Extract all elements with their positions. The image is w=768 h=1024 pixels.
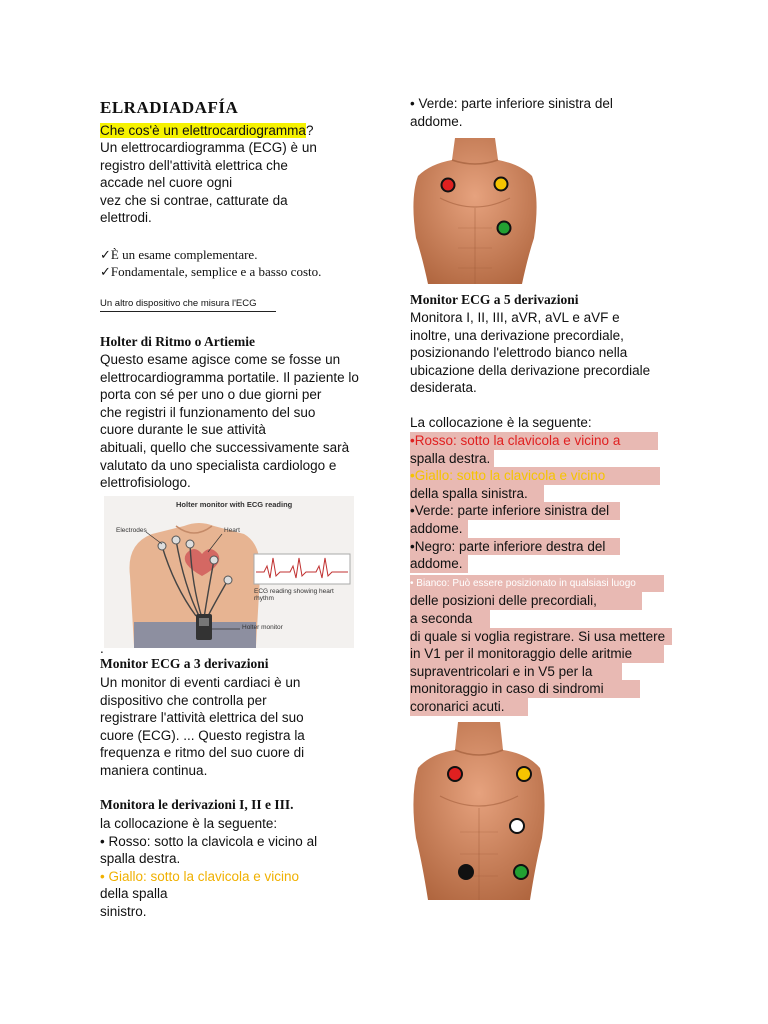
intro-paragraph — [100, 139, 317, 227]
colloc-5-intro: La collocazione è la seguente: — [410, 415, 592, 430]
intro-line: vez che si contrae, catturate da — [100, 192, 288, 208]
electrode-green — [498, 222, 511, 235]
electrode-red — [442, 179, 455, 192]
monitor3-line: frequenza e ritmo del suo cuore di — [100, 745, 305, 761]
torso-5-leads-illustration — [410, 722, 548, 902]
monitor3-paragraph — [100, 674, 305, 780]
figure-title: Holter monitor with ECG reading — [176, 500, 293, 509]
figure-label-ecg: ECG reading showing heart rhythm — [254, 588, 334, 602]
electrode-red — [448, 767, 462, 781]
colloc-5-list — [410, 432, 672, 716]
monitor5-line: posizionando l'elettrodo bianco nella — [410, 345, 628, 361]
electrode-yellow — [517, 767, 531, 781]
intro-line: accade nel cuore ogni — [100, 175, 233, 191]
holter-line: elettrofisiologo. — [100, 475, 191, 491]
giallo-5-item-cont: della spalla sinistra. — [410, 485, 544, 503]
check-item: ✓È un esame complementare. — [100, 247, 258, 262]
monitor3-line: maniera continua. — [100, 762, 208, 778]
electrode-black — [459, 865, 473, 879]
holter-line: cuore durante le sue attività — [100, 422, 266, 438]
rest-line: a seconda — [410, 610, 490, 628]
holter-line: elettrocardiogramma portatile. Il paziente lo — [100, 369, 359, 385]
checklist — [100, 246, 321, 280]
negro-5-item-cont: addome. — [410, 555, 468, 573]
rest-line: delle posizioni delle precordiali, — [410, 592, 642, 610]
electrode-yellow — [495, 178, 508, 191]
holter-line: che registri il funzionamento del suo — [100, 404, 316, 420]
stray-dot: . — [100, 641, 104, 656]
electrode-white — [510, 819, 524, 833]
holter-paragraph — [100, 351, 359, 492]
torso-3-leads-illustration — [410, 138, 540, 284]
rest-line: coronarici acuti. — [410, 698, 528, 716]
giallo-item-cont: sinistro. — [100, 903, 147, 919]
monitor5-line: desiderata. — [410, 380, 477, 396]
verde-top — [410, 95, 613, 130]
intro-line: Un elettrocardiogramma (ECG) è un — [100, 140, 317, 155]
verde-5-item-cont: addome. — [410, 520, 468, 538]
colloc-intro: la collocazione è la seguente: — [100, 816, 278, 831]
bianco-5-item: • Bianco: Può essere posizionato in qualsiasi luogo — [410, 575, 664, 593]
holter-line: valutato da uno specialista cardiologo e — [100, 457, 337, 473]
holter-heading: Holter di Ritmo o Artiemie — [100, 334, 255, 349]
monitor5-line: ubicazione della derivazione precordiale — [410, 362, 651, 378]
rosso-5-item: •Rosso: sotto la clavicola e vicino a — [410, 432, 658, 450]
torso-3-leads-image — [410, 138, 540, 284]
monitor5-heading: Monitor ECG a 5 derivazioni — [410, 292, 579, 307]
monitor3-line: registrare l'attività elettrica del suo — [100, 710, 304, 726]
giallo-5-item: •Giallo: sotto la clavicola e vicino — [410, 467, 660, 485]
giallo-item: • Giallo: sotto la clavicola e vicino — [100, 868, 300, 884]
verde-top-line: addome. — [410, 113, 463, 129]
question-highlight: Che cos'è un elettrocardiogramma — [100, 123, 306, 138]
monitor3-line: Un monitor di eventi cardiaci è un — [100, 675, 301, 690]
holter-line: porta con sé per uno o due giorni per — [100, 387, 322, 403]
rosso-item: • Rosso: sotto la clavicola e vicino al — [100, 833, 318, 849]
rosso-item-cont: spalla destra. — [100, 851, 181, 867]
torso-5-leads-image — [410, 722, 548, 902]
small-caption: Un altro dispositivo che misura l'ECG — [100, 298, 276, 312]
holter-illustration — [104, 496, 354, 648]
monitor5-paragraph — [410, 309, 650, 397]
holter-figure — [104, 496, 354, 648]
rest-line: di quale si voglia registrare. Si usa mettere — [410, 628, 672, 646]
electrode-green — [514, 865, 528, 879]
intro-line: elettrodi. — [100, 210, 152, 226]
monitor5-line: Monitora I, II, III, aVR, aVL e aVF e — [410, 310, 620, 325]
check-item: ✓Fondamentale, semplice e a basso costo. — [100, 264, 322, 279]
rest-line: supraventricolari e in V5 per la — [410, 663, 622, 681]
negro-5-item: •Negro: parte inferiore destra del — [410, 538, 620, 556]
verde-5-item: •Verde: parte inferiore sinistra del — [410, 502, 620, 520]
rosso-5-item-cont: spalla destra. — [410, 450, 494, 468]
giallo-item-cont: della spalla — [100, 886, 168, 902]
intro-line: registro dell'attività elettrica che — [100, 157, 288, 173]
monitora-heading: Monitora le derivazioni I, II e III. — [100, 797, 294, 812]
monitor3-line: cuore (ECG). ... Questo registra la — [100, 727, 305, 743]
monitor5-line: inoltre, una derivazione precordiale, — [410, 327, 624, 343]
verde-top-line: • Verde: parte inferiore sinistra del — [410, 96, 613, 111]
monitor3-line: dispositivo che controlla per — [100, 692, 267, 708]
figure-label-heart: Heart — [224, 527, 240, 534]
page-title: ELRADIADAFÍA — [100, 98, 239, 117]
colloc-3-list — [100, 815, 317, 921]
monitor3-heading: Monitor ECG a 3 derivazioni — [100, 656, 269, 671]
question-mark: ? — [305, 123, 314, 138]
rest-line: monitoraggio in caso di sindromi — [410, 680, 640, 698]
holter-line: Questo esame agisce come se fosse un — [100, 352, 341, 367]
question-line — [100, 122, 313, 140]
figure-label-holter: Holter monitor — [242, 624, 283, 631]
rest-line: in V1 per il monitoraggio delle aritmie — [410, 645, 664, 663]
figure-label-electrodes: Electrodes — [116, 527, 147, 534]
holter-line: abituali, quello che successivamente sarà — [100, 439, 350, 455]
